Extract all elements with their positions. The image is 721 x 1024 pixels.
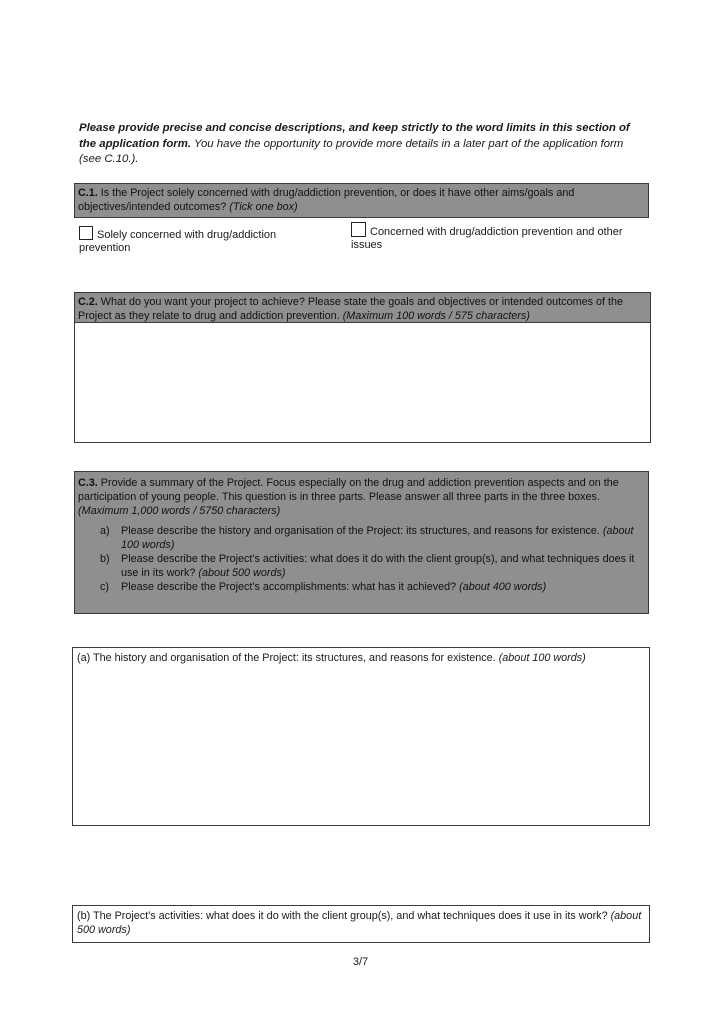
c1-option-solely-label: Solely concerned with drug/addiction prevention <box>79 229 277 254</box>
c2-question-header <box>75 293 650 323</box>
c3-part-c-limit: (about 400 words) <box>459 581 547 593</box>
c2-number: C.2. <box>78 296 98 308</box>
answer-box-a-limit: (about 100 words) <box>498 652 586 664</box>
answer-box-b-limit: (about 500 words) <box>77 910 642 936</box>
c3-part-c-letter: c) <box>100 581 109 593</box>
c2-question-text: What do you want your project to achieve? Please state the goals and objectives or intended outcomes of the Project as they relate to drug and addiction prevention. <box>78 296 623 322</box>
c3-part-c-text: Please describe the Project's accomplishments: what has it achieved? <box>121 581 460 593</box>
page-number: 3/7 <box>352 956 369 968</box>
answer-box-a-field[interactable] <box>73 668 649 820</box>
answer-box-a-text: (a) The history and organisation of the Project: its structures, and reasons for existence. <box>77 652 499 664</box>
c2-answer-field[interactable] <box>75 323 650 441</box>
c2-limit: (Maximum 100 words / 575 characters) <box>342 310 530 322</box>
intro-bold-text: Please provide precise and concise descriptions, and keep strictly to the word limits in this section of the application form. <box>79 122 630 150</box>
c1-question-text: Is the Project solely concerned with drug/addiction prevention, or does it have other aims/goals and objectives/intended outcomes? <box>78 187 575 213</box>
checkbox-solely[interactable] <box>79 226 93 240</box>
c3-question-text: Provide a summary of the Project. Focus especially on the drug and addiction prevention aspects and on the participation of young people. This question is in three parts. Please answer all three parts in the three boxes. <box>78 477 619 503</box>
intro-normal-text: You have the opportunity to provide more details in a later part of the application form (see C.10.). <box>79 137 624 165</box>
c3-question-header <box>74 471 649 614</box>
c3-part-b-text: Please describe the Project's activities: what does it do with the client group(s), and what techniques does it use in its work? <box>121 553 635 579</box>
answer-box-a <box>72 647 650 826</box>
c3-part-b-limit: (about 500 words) <box>198 567 286 579</box>
c1-instruction: (Tick one box) <box>229 201 298 213</box>
c2-section <box>74 292 651 443</box>
c3-number: C.3. <box>78 477 98 489</box>
checkbox-other-issues[interactable] <box>351 222 366 237</box>
c3-parts-list <box>78 524 645 594</box>
c1-question-header <box>74 183 649 218</box>
intro-instructions <box>79 121 647 168</box>
c3-part-a-text: Please describe the history and organisation of the Project: its structures, and reasons for existence. <box>121 525 603 537</box>
c1-number: C.1. <box>78 187 98 199</box>
c3-part-b <box>78 552 645 580</box>
answer-box-b <box>72 905 650 943</box>
c3-part-a <box>78 524 645 552</box>
c1-option-other-label: Concerned with drug/addiction prevention and other issues <box>351 226 623 251</box>
c3-part-a-limit: (about 100 words) <box>121 525 634 551</box>
c1-option-solely[interactable] <box>79 226 329 255</box>
c1-option-other-issues[interactable] <box>351 222 646 252</box>
answer-box-b-text: (b) The Project's activities: what does it do with the client group(s), and what techniques does it use in its work? <box>77 910 611 922</box>
c3-part-a-letter: a) <box>100 525 110 537</box>
answer-box-b-heading <box>73 906 649 940</box>
answer-box-a-heading <box>73 648 649 668</box>
c3-limit: (Maximum 1,000 words / 5750 characters) <box>78 505 281 517</box>
c3-part-b-letter: b) <box>100 553 110 565</box>
c3-part-c <box>78 580 645 594</box>
